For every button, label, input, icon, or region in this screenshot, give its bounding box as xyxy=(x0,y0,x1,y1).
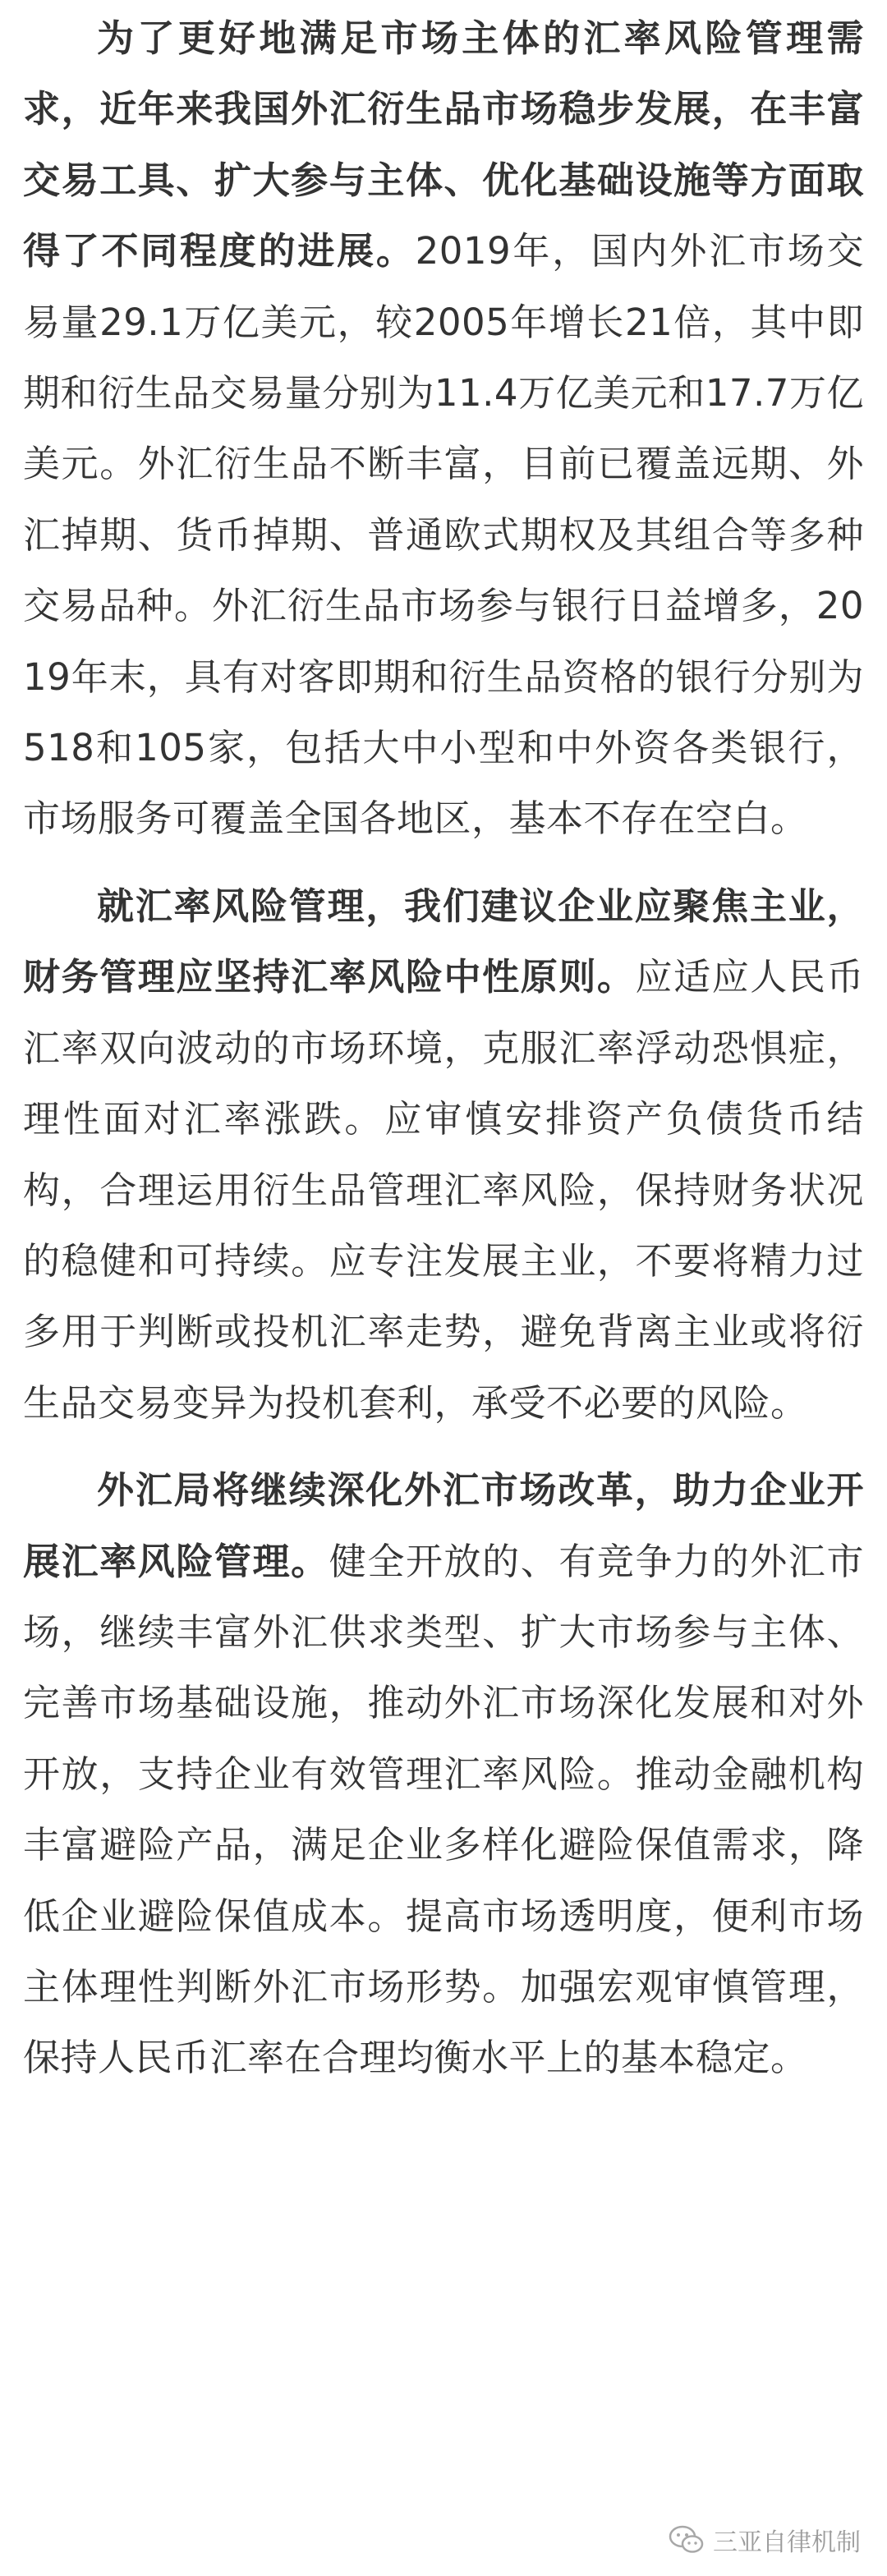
paragraph-2-body: 应适应人民币汇率双向波动的市场环境，克服汇率浮动恐惧症，理性面对汇率涨跌。应审慎安排资产负债货币结构，合理运用衍生品管理汇率风险，保持财务状况的稳健和可持续。应专注发展主业，不要将精力过多用于判断或投机汇率走势，避免背离主业或将衍生品交易变异为投机套利，承受不必要的风险。 xyxy=(23,955,864,1425)
paragraph-3-lead: 外汇局将继续深化外汇市场改革，助力企业开展汇率风险管理。 xyxy=(23,1468,864,1583)
watermark-text: 三亚自律机制 xyxy=(713,2528,861,2557)
paragraph-1-body: 2019年，国内外汇市场交易量29.1万亿美元，较2005年增长21倍，其中即期和衍生品交易量分别为11.4万亿美元和17.7万亿美元。外汇衍生品不断丰富，目前已覆盖远期、外汇掉期、货币掉期、普通欧式期权及其组合等多种交易品种。外汇衍生品市场参与银行日益增多，2019年末，具有对客即期和衍生品资格的银行分别为518和105家，包括大中小型和中外资各类银行，市场服务可覆盖全国各地区，基本不存在空白。 xyxy=(23,229,864,841)
watermark xyxy=(669,2522,861,2558)
wechat-icon xyxy=(669,2524,705,2555)
paragraph-3 xyxy=(23,1455,864,2094)
article-body xyxy=(23,3,864,2110)
paragraph-3-body: 健全开放的、有竞争力的外汇市场，继续丰富外汇供求类型、扩大市场参与主体、完善市场基础设施，推动外汇市场深化发展和对外开放，支持企业有效管理汇率风险。推动金融机构丰富避险产品，满足企业多样化避险保值需求，降低企业避险保值成本。提高市场透明度，便利市场主体理性判断外汇市场形势。加强宏观审慎管理，保持人民币汇率在合理均衡水平上的基本稳定。 xyxy=(23,1539,864,2080)
paragraph-1-lead: 为了更好地满足市场主体的汇率风险管理需求，近年来我国外汇衍生品市场稳步发展，在丰富交易工具、扩大参与主体、优化基础设施等方面取得了不同程度的进展。 xyxy=(23,16,864,273)
paragraph-1 xyxy=(23,3,864,855)
paragraph-2 xyxy=(23,871,864,1439)
paragraph-2-lead: 就汇率风险管理，我们建议企业应聚焦主业，财务管理应坚持汇率风险中性原则。 xyxy=(23,884,864,999)
